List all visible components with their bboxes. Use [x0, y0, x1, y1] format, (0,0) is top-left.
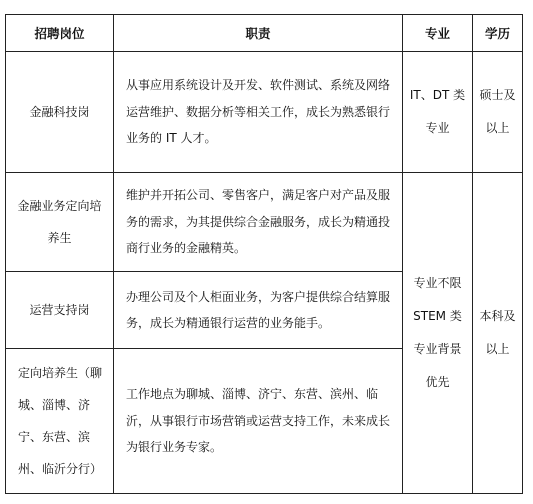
duty-cell	[114, 272, 403, 349]
duty-cell	[114, 173, 403, 272]
merged-education-text: 本科及以上	[479, 309, 516, 356]
table-row	[6, 173, 523, 272]
position-cell	[6, 52, 114, 173]
duty-text: 维护并开拓公司、零售客户，满足客户对产品及服务的需求，为其提供综合金融服务，成长为精通投商行业务的金融精英。	[126, 188, 391, 256]
major-cell	[403, 52, 473, 173]
position-label: 金融科技岗	[29, 105, 90, 119]
position-cell	[6, 349, 114, 494]
merged-major-cell	[403, 173, 473, 494]
position-cell	[6, 173, 114, 272]
position-cell	[6, 272, 114, 349]
major-text: IT、DT 类专业	[409, 88, 466, 135]
header-education: 学历	[473, 15, 523, 52]
duty-cell	[114, 52, 403, 173]
header-duty: 职责	[114, 15, 403, 52]
duty-text: 办理公司及个人柜面业务，为客户提供综合结算服务，成长为精通银行运营的业务能手。	[126, 289, 391, 330]
education-text: 硕士及以上	[479, 88, 516, 135]
position-label: 运营支持岗	[29, 303, 90, 317]
duty-cell	[114, 349, 403, 494]
header-row	[6, 15, 523, 52]
merged-major-text: 专业不限 STEM 类专业背景优先	[413, 276, 462, 389]
position-label: 金融业务定向培养生	[17, 199, 102, 245]
merged-education-cell	[473, 173, 523, 494]
duty-text: 从事应用系统设计及开发、软件测试、系统及网络运营维护、数据分析等相关工作，成长为熟悉银行业务的 IT 人才。	[126, 78, 391, 146]
header-major: 专业	[403, 15, 473, 52]
recruitment-table	[5, 14, 523, 494]
duty-text: 工作地点为聊城、淄博、济宁、东营、滨州、临沂，从事银行市场营销或运营支持工作，未来成长为银行业务专家。	[126, 387, 391, 455]
header-position: 招聘岗位	[6, 15, 114, 52]
education-cell	[473, 52, 523, 173]
position-label: 定向培养生（聊城、淄博、济宁、东营、滨州、临沂分行）	[18, 366, 103, 476]
table-row	[6, 52, 523, 173]
